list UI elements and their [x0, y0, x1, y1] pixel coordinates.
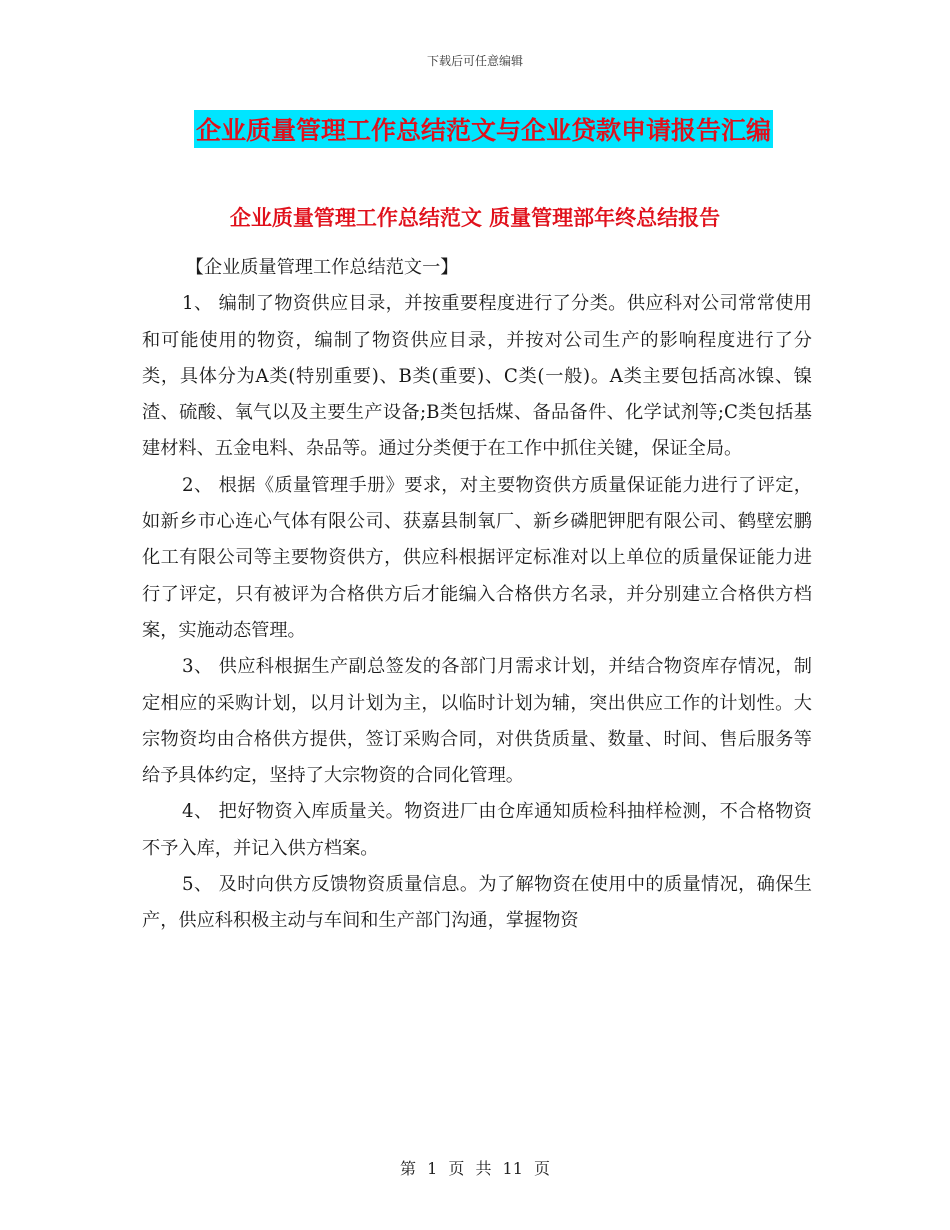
page-footer: 第 1 页 共 11 页: [400, 1159, 550, 1178]
header-note: 下载后可任意编辑: [426, 54, 523, 68]
paragraph-5: 5、 及时向供方反馈物资质量信息。为了解物资在使用中的质量情况，确保生产，供应科积极主动与车间和生产部门沟通，掌握物资: [142, 874, 812, 932]
main-title-highlight: [194, 110, 773, 148]
paragraph-4: 4、 把好物资入库质量关。物资进厂由仓库通知质检科抽样检测，不合格物资不予入库，并记入供方档案。: [142, 801, 812, 859]
sub-title: 企业质量管理工作总结范文 质量管理部年终总结报告: [229, 206, 721, 230]
paragraph-1: 1、 编制了物资供应目录，并按重要程度进行了分类。供应科对公司常常使用和可能使用的物资，编制了物资供应目录，并按对公司生产的影响程度进行了分类，具体分为A类(特别重要)、B类(重要)、C类(一般)。A类主要包括高冰镍、镍渣、硫酸、氧气以及主要生产设备;B类包括煤、备品备件、化学试剂等;C类包括基建材料、五金电料、杂品等。通过分类便于在工作中抓住关键，保证全局。: [142, 293, 812, 460]
main-title: 企业质量管理工作总结范文与企业贷款申请报告汇编: [196, 116, 772, 145]
paragraph-2: 2、 根据《质量管理手册》要求，对主要物资供方质量保证能力进行了评定，如新乡市心连心气体有限公司、获嘉县制氧厂、新乡磷肥钾肥有限公司、鹤壁宏鹏化工有限公司等主要物资供方，供应科根据评定标准对以上单位的质量保证能力进行了评定，只有被评为合格供方后才能编入合格供方名录，并分别建立合格供方档案，实施动态管理。: [142, 474, 812, 641]
document-body: [142, 250, 812, 940]
section-heading: 【企业质量管理工作总结范文一】: [185, 257, 459, 278]
paragraph-3: 3、 供应科根据生产副总签发的各部门月需求计划，并结合物资库存情况，制定相应的采购计划，以月计划为主，以临时计划为辅，突出供应工作的计划性。大宗物资均由合格供方提供，签订采购合同，对供货质量、数量、时间、售后服务等给予具体约定，坚持了大宗物资的合同化管理。: [142, 656, 812, 787]
